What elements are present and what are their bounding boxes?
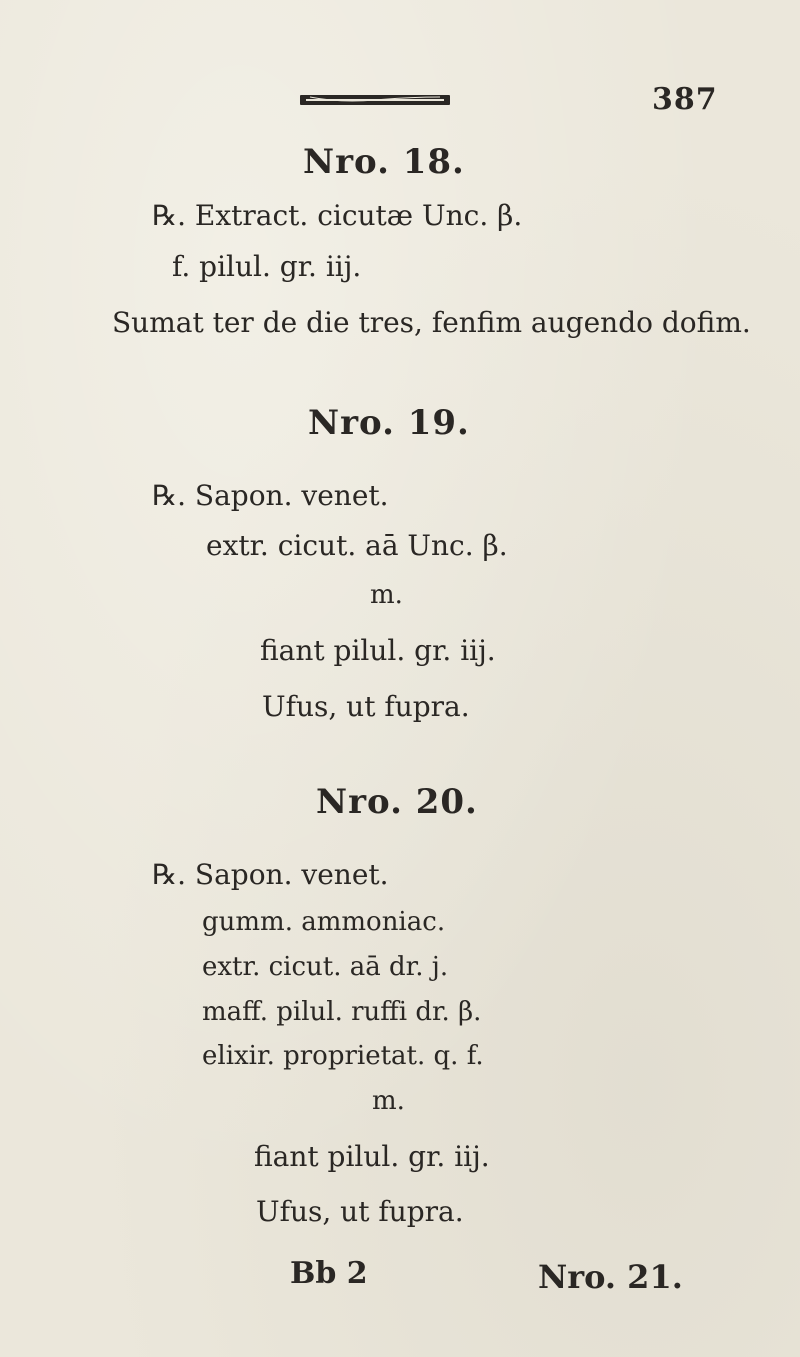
recipe-20-line-1: ℞. Sapon. venet. — [152, 858, 389, 891]
catchword: Nro. 21. — [538, 1258, 683, 1296]
recipe-20-title: Nro. 20. — [316, 782, 478, 822]
recipe-18-title: Nro. 18. — [303, 142, 465, 182]
recipe-20-line-6: m. — [372, 1086, 405, 1116]
recipe-19-title: Nro. 19. — [308, 403, 470, 443]
page-number: 387 — [652, 82, 718, 117]
signature-mark: Bb 2 — [290, 1256, 368, 1291]
header-ornament — [300, 92, 450, 108]
recipe-19-line-5: Ufus, ut fupra. — [262, 690, 470, 723]
recipe-20-line-4: maff. pilul. ruffi dr. β. — [202, 997, 482, 1027]
recipe-20-line-8: Ufus, ut fupra. — [256, 1195, 464, 1228]
recipe-20-line-5: elixir. proprietat. q. f. — [202, 1041, 484, 1071]
recipe-19-line-1: ℞. Sapon. venet. — [152, 479, 389, 512]
recipe-20-line-7: fiant pilul. gr. iij. — [254, 1140, 490, 1173]
recipe-18-line-3: Sumat ter de die tres, fenfim augendo dofim. — [112, 306, 751, 339]
recipe-19-line-3: m. — [370, 580, 403, 610]
recipe-19-line-2: extr. cicut. aā Unc. β. — [206, 529, 508, 562]
recipe-18-line-2: f. pilul. gr. iij. — [172, 250, 362, 283]
recipe-19-line-4: fiant pilul. gr. iij. — [260, 634, 496, 667]
recipe-20-line-3: extr. cicut. aā dr. j. — [202, 952, 449, 982]
recipe-20-line-2: gumm. ammoniac. — [202, 907, 446, 937]
recipe-18-line-1: ℞. Extract. cicutæ Unc. β. — [152, 199, 523, 232]
